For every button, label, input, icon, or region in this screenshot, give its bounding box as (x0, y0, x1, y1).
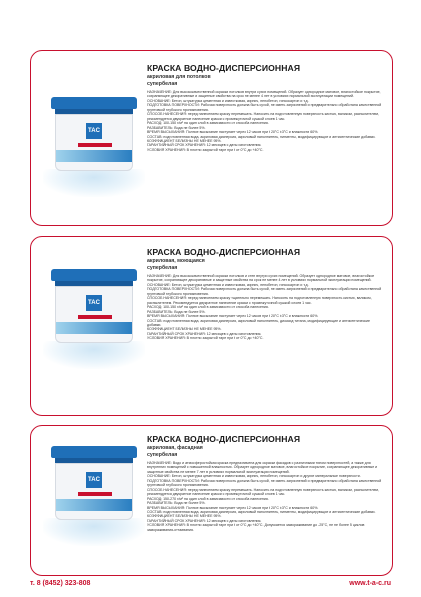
product-card-facade (30, 425, 393, 576)
desc-paragraph: СПОСОБ НАНЕСЕНИЯ: перед нанесением краску перемешать. Наносить на подготовленную поверхность кистью, валиком, распылителем, рекомендуется двукратное нанесение краски с промежуточной сушкой слоев 1 час. (147, 112, 379, 121)
product-subtitle: акриловая, моющаяся (147, 258, 205, 264)
desc-paragraph: ОСНОВАНИЕ: Бетон, штукатурка цементная и известковая, кирпич, пенобетон, гипсокартон и т.д. (147, 98, 309, 103)
desc-paragraph: ОСНОВАНИЕ: Бетон, штукатурка цементная и известковая, кирпич, пенобетон, гипсокартон и другие минеральные поверхности. (147, 474, 361, 479)
product-title: КРАСКА ВОДНО-ДИСПЕРСИОННАЯ (147, 63, 301, 73)
desc-paragraph: ОСНОВАНИЕ: Бетон, штукатурка цементная и известковая, кирпич, пенобетон, гипсокартон и т.д. (147, 282, 309, 287)
product-variant: супербелая (147, 452, 178, 458)
brand-logo: TAC (86, 295, 102, 311)
desc-paragraph: ГАРАНТИЙНЫЙ СРОК ХРАНЕНИЯ: 12 месяцев с даты изготовления. (147, 331, 262, 336)
desc-paragraph: СПОСОБ НАНЕСЕНИЯ: перед нанесением краску тщательно перемешать. Наносить на подготовленную поверхность кистью, валиком, распылителем. Рекомендуется двукратное нанесение краски с промежуточной сушкой слоев 1 час. (147, 296, 372, 305)
desc-paragraph: УСЛОВИЯ ХРАНЕНИЯ: В плотно закрытой таре при t от 0°С до +40°С. (147, 147, 264, 152)
brand-logo: TAC (86, 472, 102, 488)
top-bar (0, 0, 421, 18)
product-description (147, 274, 384, 341)
paint-bucket (51, 97, 137, 171)
desc-paragraph: ГАРАНТИЙНЫЙ СРОК ХРАНЕНИЯ: 12 месяцев с даты изготовления. (147, 518, 262, 523)
product-title: КРАСКА ВОДНО-ДИСПЕРСИОННАЯ (147, 434, 301, 444)
desc-paragraph: ПОДГОТОВКА ПОВЕРХНОСТИ: Рабочая поверхность должна быть сухой, не иметь загрязнений и предварительно обработана качественной грунтовкой глубокого проникновения. (147, 103, 382, 112)
splash-decoration (43, 169, 145, 197)
product-subtitle: акриловая, фасадная (147, 445, 203, 451)
desc-paragraph: РАЗБАВИТЕЛЬ: Вода не более 5%. (147, 125, 206, 130)
desc-paragraph: УСЛОВИЯ ХРАНЕНИЯ: В плотно закрытой таре при t от 0°С до +40°С. (147, 336, 264, 341)
product-variant: супербелая (147, 81, 178, 87)
product-text (147, 63, 384, 152)
desc-paragraph: СПОСОБ НАНЕСЕНИЯ: перед нанесением краску перемешать. Наносить на подготовленную поверхность кистью, валиком, распылителем, рекомендуется двукратное нанесение краски с промежуточной сушкой слоев 1 час. (147, 487, 379, 497)
product-subtitle: акриловая для потолков (147, 74, 211, 80)
desc-paragraph: СОСТАВ: подготовленная вода, акриловая дисперсия, акриловый наполнитель, диоксид титана, модифицирующие и антисептические добавки. (147, 318, 370, 327)
product-title: КРАСКА ВОДНО-ДИСПЕРСИОННАЯ (147, 247, 301, 257)
desc-paragraph: РАСХОД: 100-150 г/м² на один слой в зависимости от способа нанесения. (147, 305, 269, 310)
desc-paragraph: КОЭФФИЦИЕНТ БЕЛИЗНЫ НЕ МЕНЕЕ 95%. (147, 327, 222, 332)
desc-paragraph: НАЗНАЧЕНИЕ: Водо и атмосферостойкая краска предназначена для окраски фасадов с различными типом поверхностей, а также для внутренних помещений с повышенной влажностью. Образует однородное матовое, влагостойкое покрытие, сохраняющее декоративные и защитные свойства не менее 7 лет в условиях нормальной эксплуатации помещений. (147, 461, 378, 474)
splash-decoration (43, 518, 145, 546)
desc-paragraph: НАЗНАЧЕНИЕ: Для высококачественной окраски потолков внутри сухих помещений. Образует однородное матовое, влагостойкое покрытие, сохраняющее декоративные и защитные свойства на срок не менее 4 лет в условиях нормальной эксплуатации помещений. (147, 90, 381, 99)
product-variant: супербелая (147, 265, 178, 271)
website-link[interactable]: www.t-a-c.ru (349, 580, 391, 587)
footer (0, 580, 421, 594)
desc-paragraph: НАЗНАЧЕНИЕ: Для высококачественной окраски потолков и стен внутри сухих помещений. Образует однородное матовое, влагостойкое покрытие, сохраняющее декоративные и защитные свойства на срок не менее 4 лет в условиях нормальной эксплуатации помещений. (147, 274, 375, 283)
desc-paragraph: СОСТАВ: подготовленная вода, акриловая дисперсия, акриловый наполнитель, пигменты, модифицирующие и антисептические добавки. (147, 134, 376, 139)
contact-phone: т. 8 (8452) 323-808 (30, 580, 91, 587)
product-description (147, 461, 384, 532)
desc-paragraph: ВРЕМЯ ВЫСЫХАНИЯ: Полное высыхание наступает через 12 часов при t 20°С ±3°С и влажности 60%. (147, 505, 319, 510)
desc-paragraph: ПОДГОТОВКА ПОВЕРХНОСТИ: Рабочая поверхность должна быть сухой, не иметь загрязнений и предварительно обработана качественной грунтовкой глубокого проникновения. (147, 478, 382, 488)
desc-paragraph: ВРЕМЯ ВЫСЫХАНИЯ: Полное высыхание наступает через 12 часов при t 20°С ±3°С и влажности 60%. (147, 314, 319, 319)
desc-paragraph: ВРЕМЯ ВЫСЫХАНИЯ: Полное высыхание наступает через 12 часов при t 20°С ±3°С и влажности 60%. (147, 130, 319, 135)
splash-decoration (43, 341, 145, 369)
product-text (147, 247, 384, 341)
product-card-washable (30, 236, 393, 416)
desc-paragraph: СОСТАВ: подготовленная вода, акриловая дисперсия, акриловый наполнитель, пигменты, модифицирующие и антисептические добавки. (147, 509, 376, 514)
desc-paragraph: РАЗБАВИТЕЛЬ: Вода не более 5%. (147, 501, 206, 506)
paint-bucket (51, 446, 137, 520)
desc-paragraph: ГАРАНТИЙНЫЙ СРОК ХРАНЕНИЯ: 12 месяцев с даты изготовления. (147, 143, 262, 148)
paint-bucket (51, 269, 137, 343)
product-text (147, 434, 384, 532)
brand-logo: TAC (86, 123, 102, 139)
desc-paragraph: РАСХОД: 150-270 г/м² на один слой в зависимости от способа нанесения. (147, 496, 269, 501)
desc-paragraph: ПОДГОТОВКА ПОВЕРХНОСТИ: Рабочая поверхность должна быть сухой, не иметь загрязнений и предварительно обработана качественной грунтовкой глубокого проникновения. (147, 287, 382, 296)
desc-paragraph: КОЭФФИЦИЕНТ БЕЛИЗНЫ НЕ МЕНЕЕ 95%. (147, 514, 222, 519)
product-description (147, 90, 384, 152)
desc-paragraph: КОЭФФИЦИЕНТ БЕЛИЗНЫ НЕ МЕНЕЕ 95%. (147, 138, 222, 143)
product-card-ceiling (30, 50, 393, 226)
desc-paragraph: РАЗБАВИТЕЛЬ: Вода не более 5%. (147, 309, 206, 314)
desc-paragraph: РАСХОД: 100-150 г/м² на один слой в зависимости от способа нанесения. (147, 121, 269, 126)
desc-paragraph: УСЛОВИЯ ХРАНЕНИЯ: В плотно закрытой таре при t от 0°С до +40°С. Допускается замораживание до -25°С, не не более 5 циклов замораживания-оттаивания. (147, 523, 365, 532)
